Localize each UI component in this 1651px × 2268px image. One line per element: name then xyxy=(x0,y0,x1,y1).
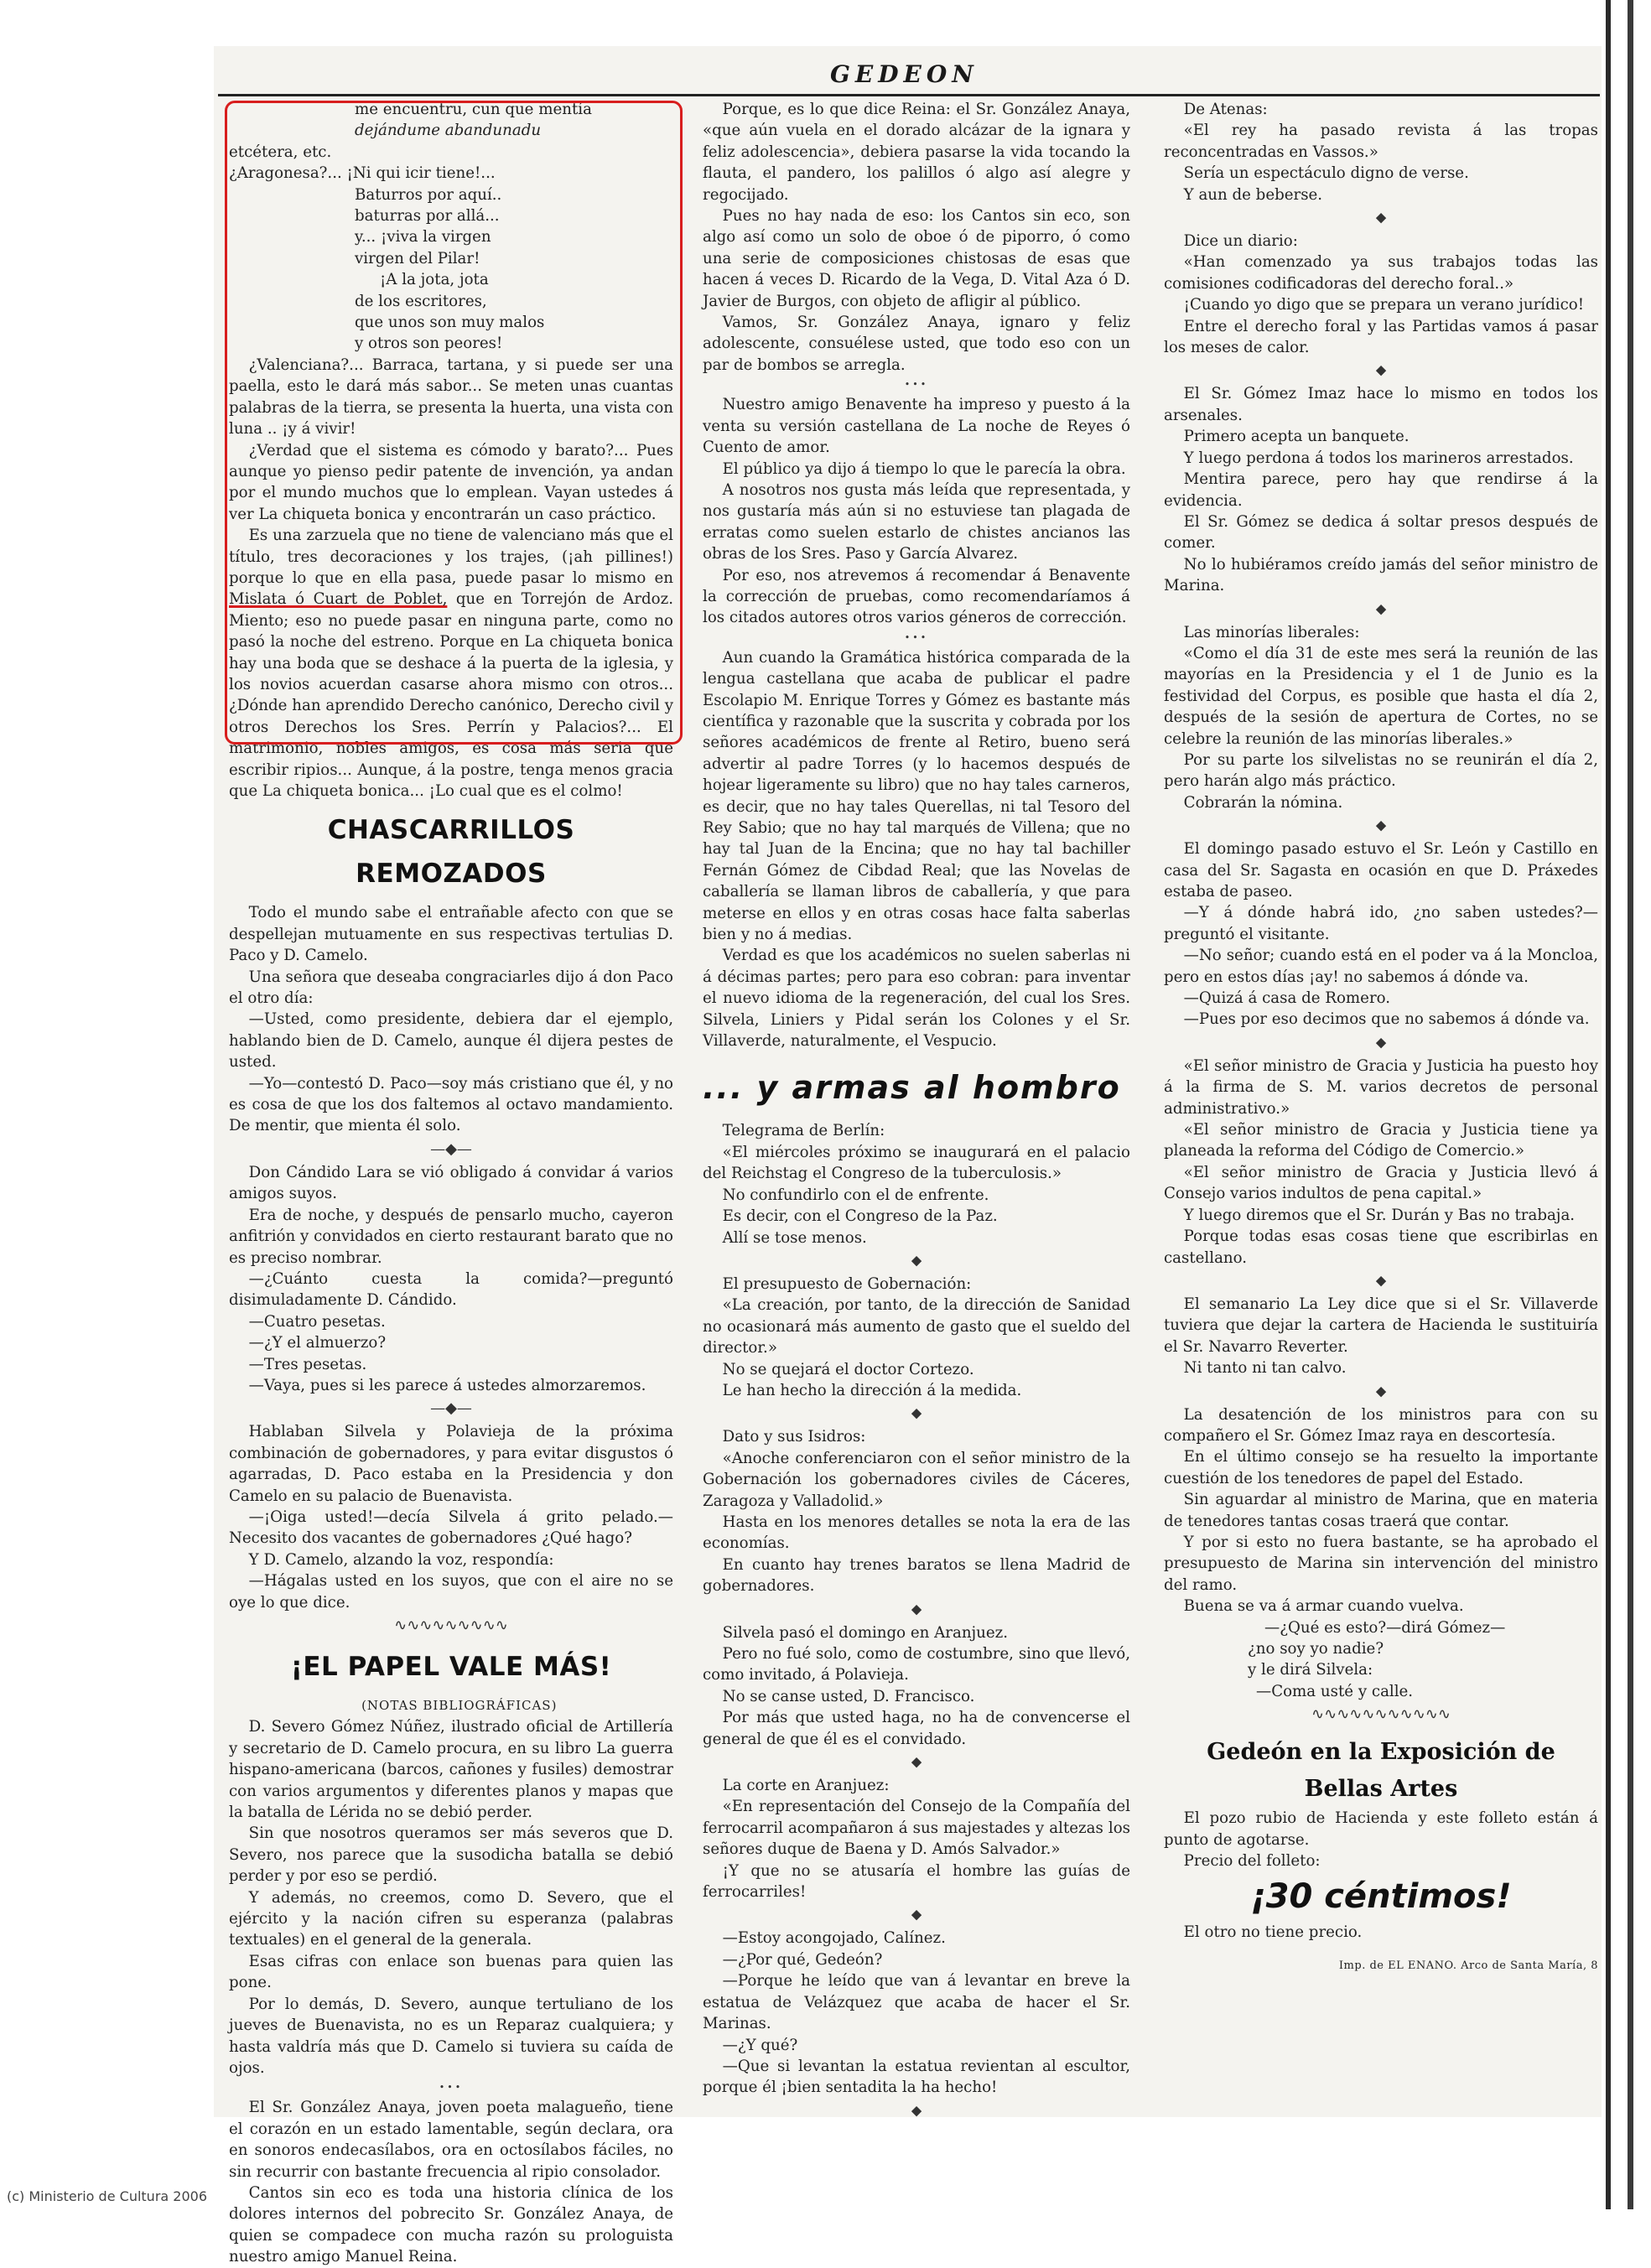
paragraph: —Tres pesetas. xyxy=(248,1355,367,1373)
paragraph: Cobrarán la nómina. xyxy=(1183,793,1343,812)
ornament-divider: ⬥ xyxy=(1375,361,1387,380)
quote: «El señor ministro de Gracia y Justicia tiene ya planeada la reforma del Código de Comercio.» xyxy=(1164,1121,1598,1160)
paragraph: —¡Oiga usted!—decía Silvela á grito pelado.— Necesito dos vacantes de gobernadores ¿Qué hago? xyxy=(229,1508,673,1548)
verse-line: virgen del Pilar! xyxy=(355,249,480,267)
paragraph: Mentira parece, pero hay que rendirse á la evidencia. xyxy=(1164,470,1598,510)
ornament-divider: ⬥ xyxy=(1375,1033,1387,1051)
paragraph: —Que si levantan la estatua revientan al escultor, porque él ¡bien sentadita la ha hecho! xyxy=(703,2057,1130,2097)
paragraph: Primero acepta un banquete. xyxy=(1183,428,1410,446)
ornament-divider: ⬥ xyxy=(1375,1271,1387,1290)
paragraph: Pero no fué solo, como de costumbre, sino que llevó, como invitado, á Polavieja. xyxy=(703,1645,1130,1684)
text-line: ¿Aragonesa?... ¡Ni qui icir tiene!... xyxy=(229,164,496,183)
paragraph: —Cuatro pesetas. xyxy=(248,1312,386,1331)
verse-line: me encuentru, cun que mentía xyxy=(355,101,592,118)
ornament-divider: ⬥ xyxy=(911,2101,922,2120)
paragraph: Sin aguardar al ministro de Marina, que en materia de tenedores tantas cosas traerá que contar. xyxy=(1164,1491,1598,1530)
paragraph: En cuanto hay trenes baratos se llena Madrid de gobernadores. xyxy=(703,1555,1130,1596)
verse-line: y otros son peores! xyxy=(355,335,503,353)
ornament-divider: ⬥ xyxy=(1375,209,1387,227)
paragraph: Una señora que deseaba congraciarles dijo á don Paco el otro día: xyxy=(229,968,673,1008)
paragraph: —Quizá á casa de Romero. xyxy=(1183,989,1391,1008)
verse-line: —Coma usté y calle. xyxy=(1256,1682,1414,1700)
ornament-divider: ⬥ xyxy=(1375,817,1387,835)
paragraph: Esas cifras con enlace son buenas para quien las pone. xyxy=(229,1952,673,1992)
paragraph: Es decir, con el Congreso de la Paz. xyxy=(722,1207,998,1226)
paragraph: —¿Y qué? xyxy=(722,2036,798,2054)
paragraph: El otro no tiene precio. xyxy=(1183,1923,1363,1942)
paragraph: —Vaya, pues si les parece á ustedes almorzaremos. xyxy=(248,1376,646,1394)
quote: «Anoche conferenciaron con el señor ministro de la Gobernación los gobernadores civiles de Cáceres, Zaragoza y Valladolid.» xyxy=(703,1449,1130,1510)
paragraph: Las minorías liberales: xyxy=(1183,623,1360,641)
paragraph: Y aun de beberse. xyxy=(1183,185,1323,204)
paragraph: Era de noche, y después de pensarlo mucho, cayeron anfitrión y convidados en cierto restaurant barato que no es preciso nombrar. xyxy=(229,1206,673,1267)
paragraph: Todo el mundo sabe el entrañable afecto con que se despellejan mutuamente en sus respectivas tertulias D. Paco y D. Camelo. xyxy=(229,904,673,965)
paragraph: —¿Y el almuerzo? xyxy=(248,1334,387,1352)
paragraph: ¡Cuando yo digo que se prepara un verano jurídico! xyxy=(1183,296,1585,314)
ornament-divider: ∿∿∿∿∿∿∿∿∿ xyxy=(394,1617,508,1634)
paragraph: Don Cándido Lara se vió obligado á convidar á varios amigos suyos. xyxy=(229,1163,673,1203)
verse-line: y... ¡viva la virgen xyxy=(355,228,491,247)
paragraph: La desatención de los ministros para con su compañero el Sr. Gómez Imaz raya en descortesía. xyxy=(1164,1405,1598,1445)
paragraph: —Usted, como presidente, debiera dar el ejemplo, hablando bien de D. Camelo, aunque él dijera pestes de usted. xyxy=(229,1010,673,1072)
paragraph: En el último consejo se ha resuelto la importante cuestión de los tenedores de papel del Estado. xyxy=(1164,1448,1598,1487)
section-heading-papel: ¡EL PAPEL VALE MÁS! xyxy=(290,1652,612,1682)
paragraph: A nosotros nos gusta más leída que representada, y nos gustaría más aún si no estuviese tan plagada de erratas como suelen estarlo de chistes ancianos las obras de los Sres. Paso y García Alvarez. xyxy=(703,480,1130,563)
paragraph: ¡Y que no se atusaría el hombre las guías de ferrocarriles! xyxy=(703,1861,1130,1902)
paragraph: Dato y sus Isidros: xyxy=(722,1428,866,1446)
column-1 xyxy=(229,99,673,2268)
price-banner: ¡30 céntimos! xyxy=(1250,1877,1512,1917)
copyright-notice: (c) Ministerio de Cultura 2006 xyxy=(7,2188,207,2204)
paragraph: Hablaban Silvela y Polavieja de la próxima combinación de gobernadores, y para evitar disgustos ó agarradas, D. Paco estaba en la Presidencia y don Camelo en su palacio de Buenavista. xyxy=(229,1423,673,1505)
ornament-divider: —◆— xyxy=(430,1399,472,1418)
paragraph: ¿Valenciana?... Barraca, tartana, y si puede ser una paella, esto le dará más sabor... Se meten unas cuantas palabras de la tierra, se presenta la huerta, una vista con luna .. ¡y á vivir! xyxy=(229,356,673,439)
paragraph: Por eso, nos atrevemos á recomendar á Benavente la corrección de pruebas, como recomendaríamos á los citados autores otros varios géneros de corrección. xyxy=(703,566,1130,627)
paragraph: No se quejará el doctor Cortezo. xyxy=(722,1360,974,1378)
verse-line: que unos son muy malos xyxy=(355,314,545,332)
quote: «El miércoles próximo se inaugurará en el palacio del Reichstag el Congreso de la tuberculosis.» xyxy=(703,1143,1130,1183)
ornament-divider: ⬥ xyxy=(1375,599,1387,618)
paragraph: Ni tanto ni tan calvo. xyxy=(1183,1359,1347,1378)
paragraph: Telegrama de Berlín: xyxy=(722,1122,885,1140)
quote: «El señor ministro de Gracia y Justicia llevó á Consejo varios indultos de pena capital.» xyxy=(1164,1163,1598,1203)
underlined-phrase: Mislata ó Cuart de Poblet, xyxy=(229,590,448,609)
paragraph: —Y á dónde habrá ido, ¿no saben ustedes?— preguntó el visitante. xyxy=(1164,904,1598,943)
paragraph: Porque, es lo que dice Reina: el Sr. González Anaya, «que aún vuela en el dorado alcázar de la ignara y feliz adolescencia», debiera pasarse la vida tocando la flauta, el pandero, los palillos ó algo así alegre y regocijado. xyxy=(703,101,1130,204)
ornament-divider: ⬥ xyxy=(1375,1382,1387,1400)
quote: «La creación, por tanto, de la dirección de Sanidad no ocasionará más aumento de gasto que el sueldo del director.» xyxy=(703,1296,1130,1357)
paragraph: El público ya dijo á tiempo lo que le parecía la obra. xyxy=(722,459,1126,478)
imprint-line: Imp. de EL ENANO. Arco de Santa María, 8 xyxy=(1338,1959,1598,1972)
paragraph: El pozo rubio de Hacienda y este folleto están á punto de agotarse. xyxy=(1164,1809,1598,1849)
paragraph: —¿Por qué, Gedeón? xyxy=(722,1950,883,1969)
verse-line: ¿no soy yo nadie? xyxy=(1248,1640,1384,1658)
paragraph: Pues no hay nada de eso: los Cantos sin eco, son algo así como un solo de oboe ó de piporro, ó como una serie de composiciones chistosas de esas que hacen á veces D. Ricardo de la Vega, D. Vital Aza ó D. Javier de Burgos, con objeto de afligir al público. xyxy=(703,207,1130,310)
paragraph: El Sr. Gómez se dedica á soltar presos después de comer. xyxy=(1164,512,1598,553)
verse-line: —¿Qué es esto?—dirá Gómez— xyxy=(1264,1618,1506,1637)
ornament-divider: ⬥ xyxy=(911,1404,922,1423)
paragraph: Verdad es que los académicos no suelen saberlas ni á décimas partes; pero para eso cobran: para inventar el nuevo idioma de la regeneración, del cual los Sres. Silvela, Liniers y Pidal serán los Colones y el Sr. Villaverde, naturalmente, el Vespucio. xyxy=(703,947,1130,1051)
verse-line: dejándume abandunadu xyxy=(355,122,542,140)
paragraph: Hasta en los menores detalles se nota la era de las economías. xyxy=(703,1513,1130,1553)
ornament-divider: ⬥ xyxy=(911,1600,922,1618)
paragraph: Y luego perdona á todos los marineros arrestados. xyxy=(1183,449,1574,467)
ornament-divider: ⬥ xyxy=(911,1251,922,1269)
paragraph: El Sr. Gómez Imaz hace lo mismo en todos los arsenales. xyxy=(1164,385,1598,424)
asterism-divider: ••• xyxy=(904,379,929,391)
paragraph: Sin que nosotros queramos ser más severos que D. Severo, nos parece que la susodicha batalla se debió perder y por eso se perdió. xyxy=(229,1824,673,1886)
paragraph: Precio del folleto: xyxy=(1183,1852,1321,1871)
paragraph: No lo hubiéramos creído jamás del señor ministro de Marina. xyxy=(1164,555,1598,595)
verse-line: ¡A la jota, jota xyxy=(380,271,489,289)
ornament-divider: ⬥ xyxy=(911,1753,922,1772)
paragraph: Dice un diario: xyxy=(1183,232,1298,251)
ornament-divider: ∿∿∿∿∿∿∿∿∿∿∿ xyxy=(1311,1705,1451,1724)
paragraph: Por su parte los silvelistas no se reunirán el día 2, pero harán algo más práctico. xyxy=(1164,750,1598,791)
paragraph: —Porque he leído que van á levantar en breve la estatua de Velázquez que acaba de hacer el Sr. Marinas. xyxy=(703,1972,1130,2033)
paragraph: —Pues por eso decimos que no sabemos á dónde va. xyxy=(1183,1010,1590,1029)
paragraph: —Hágalas usted en los suyos, que con el aire no se oye lo que dice. xyxy=(229,1572,673,1611)
paragraph: Y luego diremos que el Sr. Durán y Bas no trabaja. xyxy=(1183,1206,1576,1224)
verse-line: Baturros por aquí.. xyxy=(355,185,502,204)
asterism-divider: ••• xyxy=(904,631,929,643)
paragraph: Nuestro amigo Benavente ha impreso y puesto á la venta su versión castellana de La noche de Reyes ó Cuento de amor. xyxy=(703,396,1130,457)
paragraph: Sería un espectáculo digno de verse. xyxy=(1183,164,1469,183)
paragraph: D. Severo Gómez Núñez, ilustrado oficial de Artillería y secretario de D. Camelo procura, en su libro La guerra hispano-americana (barcos, cañones y fusiles) demostrar con varios argumentos y diferentes planos y mapas que la batalla de Lérida no se debió perder. xyxy=(229,1718,673,1822)
paragraph: La corte en Aranjuez: xyxy=(722,1777,890,1795)
paragraph: No se canse usted, D. Francisco. xyxy=(722,1687,975,1705)
paragraph: Porque todas esas cosas tiene que escribirlas en castellano. xyxy=(1164,1227,1598,1267)
text-line: etcétera, etc. xyxy=(229,143,332,161)
quote: «Como el día 31 de este mes será la reunión de las mayorías en la Presidencia y el 1 de Junio es la festividad del Corpus, es posible que hasta el día 2, después de la sesión de apertura de Cortes, no se celebre la reunión de las minorías liberales.» xyxy=(1164,644,1598,748)
ornament-divider: ⬥ xyxy=(911,1906,922,1924)
quote: «En representación del Consejo de la Compañía del ferrocarril acompañaron á sus majestades y altezas los señores duque de Baena y D. Amós Salvador.» xyxy=(703,1798,1130,1859)
adjacent-page-edge xyxy=(1606,0,1651,2209)
paragraph: —Yo—contestó D. Paco—soy más cristiano que él, y no es cosa de que los dos faltemos al octavo mandamiento. De mentir, que mienta él solo. xyxy=(229,1074,673,1135)
paragraph: Y por si esto no fuera bastante, se ha aprobado el presupuesto de Marina sin intervención del ministro del ramo. xyxy=(1164,1533,1598,1594)
column-3 xyxy=(1164,99,1598,1976)
masthead-rule xyxy=(218,94,1600,96)
paragraph: Allí se tose menos. xyxy=(722,1228,867,1247)
paragraph: —¿Cuánto cuesta la comida?—preguntó disimuladamente D. Cándido. xyxy=(229,1269,673,1310)
paragraph: Silvela pasó el domingo en Aranjuez. xyxy=(722,1623,1009,1642)
paragraph: Cantos sin eco es toda una historia clínica de los dolores internos del pobrecito Sr. González Anaya, de quien se compadece con mucha razón su prologuista nuestro amigo Manuel Reina. xyxy=(229,2183,673,2266)
verse-line: y le dirá Silvela: xyxy=(1248,1661,1373,1679)
paragraph: Entre el derecho foral y las Partidas vamos á pasar los meses de calor. xyxy=(1164,317,1598,357)
paragraph: Le han hecho la dirección á la medida. xyxy=(722,1381,1022,1399)
column-2 xyxy=(703,99,1130,2124)
section-heading-armas: ... y armas al hombro xyxy=(703,1069,1121,1107)
paragraph: Por más que usted haga, no ha de convencerse el general de que él es el convidado. xyxy=(703,1709,1130,1748)
paragraph: Vamos, Sr. González Anaya, ignaro y feliz adolescente, consuélese usted, que todo eso con un par de bombos se arregla. xyxy=(703,314,1130,374)
paragraph: Por lo demás, D. Severo, aunque tertuliano de los jueves de Buenavista, no es un Reparaz cualquiera; y hasta valdría más que D. Camelo si tuviera su caída de ojos. xyxy=(229,1995,673,2077)
quote: «El señor ministro de Gracia y Justicia ha puesto hoy á la firma de S. M. varios decretos de personal administrativo.» xyxy=(1164,1056,1598,1118)
paragraph: Es una zarzuela que no tiene de valenciano más que el título, tres decoraciones y los trajes, (¡ah pillines!) porque lo que en ella pasa, puede pasar lo mismo en Mislata ó Cuart de Poblet, que en Torrejón de Ardoz. Miento; eso no puede pasar en ninguna parte, como no pasó la noche del estreno. Porque en La chiqueta bonica hay una boda que se deshace á la puerta de la iglesia, y los novios acuerdan casarse ahora mismo con otros... ¿Dónde han aprendido Derecho canónico, Derecho civil y otros Derechos los Sres. Perrín y Palacios?... El matrimonio, nobles amigos, es cosa más seria que escribir ripios... Aunque, á la postre, tenga menos gracia que La chiqueta bonica... ¡Lo cual que es el colmo! xyxy=(229,527,673,800)
paragraph: —Estoy acongojado, Calínez. xyxy=(722,1929,946,1948)
quote: «El rey ha pasado revista á las tropas reconcentradas en Vassos.» xyxy=(1164,122,1598,161)
section-subheading: (NOTAS BIBLIOGRÁFICAS) xyxy=(361,1698,558,1713)
ornament-divider: —◆— xyxy=(430,1139,472,1158)
quote: «Han comenzado ya sus trabajos todas las comisiones codificadoras del derecho foral..» xyxy=(1164,253,1598,293)
verse-line: baturras por allá... xyxy=(355,207,500,226)
paragraph: El semanario La Ley dice que si el Sr. Villaverde tuviera que dejar la cartera de Hacienda le sustituiría el Sr. Navarro Reverter. xyxy=(1164,1295,1598,1356)
asterism-divider: ••• xyxy=(439,2082,464,2094)
verse-line: de los escritores, xyxy=(355,292,487,310)
paragraph: Buena se va á armar cuando vuelva. xyxy=(1183,1597,1464,1616)
paragraph: El Sr. González Anaya, joven poeta malagueño, tiene el corazón en un estado lamentable, según declara, ora en sonoros endecasílabos, ora en octosílabos fáciles, no sin recurrir con bastante frecuencia al ripio consolador. xyxy=(229,2099,673,2181)
paragraph: El presupuesto de Gobernación: xyxy=(722,1274,972,1293)
paragraph: Aun cuando la Gramática histórica comparada de la lengua castellana que acaba de publicar el padre Escolapio M. Enrique Torres y Gómez es bastante más científica y razonable que la suscrita y cobrada por los señores académicos de frente al Retiro, bueno será advertir al padre Torres (y lo hacemos después de hojear ligeramente su libro) que no hay tales carneros, es decir, que no hay tales Querellas, ni tal Tesoro del Rey Sabio; que no hay tal marqués de Villena; que no hay tal Juan de la Encina; que no hay tal bachiller Fernán Gómez de Cibdad Real; que las Novelas de caballería se llaman libros de caballería, y que para meterse en ellos y en otras cosas hace falta saberlas bien y no á medias. xyxy=(703,648,1130,944)
paragraph: Y D. Camelo, alzando la voz, respondía: xyxy=(248,1550,554,1569)
masthead: GEDEON xyxy=(830,60,979,88)
paragraph: Y además, no creemos, como D. Severo, que el ejército y la nación cifren su esperanza (palabras textuales) en el general de la generala. xyxy=(229,1888,673,1949)
paragraph: No confundirlo con el de enfrente. xyxy=(722,1186,989,1204)
exposicion-heading: Gedeón en la Exposición de Bellas Artes xyxy=(1207,1739,1555,1803)
section-heading-chascarrillos: CHASCARRILLOS REMOZADOS xyxy=(327,815,575,890)
paragraph: —No señor; cuando está en el poder va á la Moncloa, pero en estos días ¡ay! no sabemos á dónde va. xyxy=(1164,947,1598,986)
paragraph: ¿Verdad que el sistema es cómodo y barato?... Pues aunque yo pienso pedir patente de invención, ya andan por el mundo muchos que lo emplean. Vayan ustedes á ver La chiqueta bonica y encontrarán un caso práctico. xyxy=(229,441,673,523)
paragraph: De Atenas: xyxy=(1183,101,1268,118)
paragraph: El domingo pasado estuvo el Sr. León y Castillo en casa del Sr. Sagasta en ocasión en que D. Práxedes estaba de paseo. xyxy=(1164,840,1598,900)
